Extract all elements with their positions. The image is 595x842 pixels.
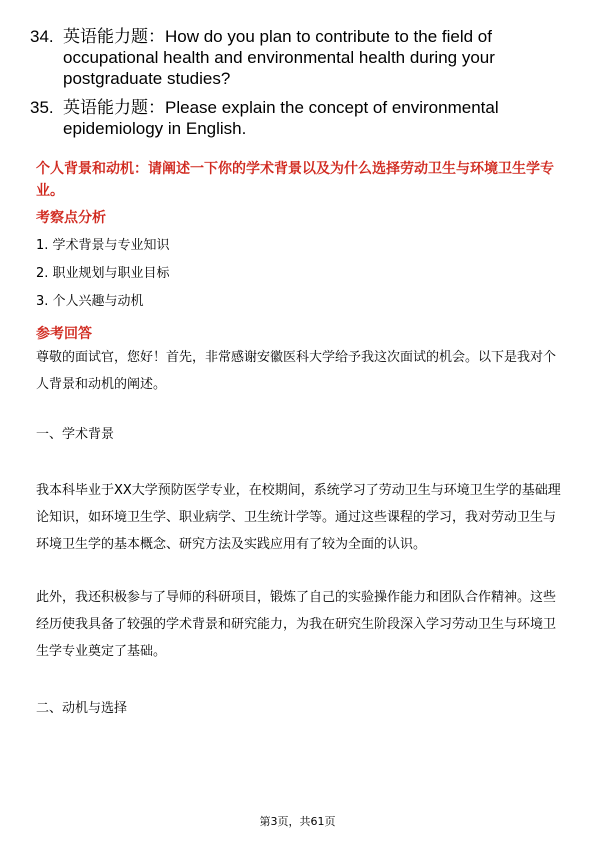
paragraph-research: 此外，我还积极参与了导师的科研项目，锻炼了自己的实验操作能力和团队合作精神。这些经历使我具备了较强的学术背景和研究能力，为我在研究生阶段深入学习劳动卫生与环境卫生学专业奠定了基础。 (36, 590, 557, 659)
answer-label: 参考回答 (36, 326, 92, 342)
question-text: 英语能力题：Please explain the concept of environmental epidemiology in English. (63, 98, 499, 138)
analysis-point: 1. 学术背景与专业知识 (36, 238, 170, 253)
section-heading: 个人背景和动机：请阐述一下你的学术背景以及为什么选择劳动卫生与环境卫生学专业。 (36, 161, 554, 199)
answer-intro: 尊敬的面试官，您好！首先，非常感谢安徽医科大学给予我这次面试的机会。以下是我对个人背景和动机的阐述。 (36, 350, 557, 392)
question-item (30, 97, 570, 139)
subheading-motivation: 二、动机与选择 (36, 701, 128, 716)
question-number: 34. (30, 27, 54, 46)
question-number: 35. (30, 98, 54, 117)
answer-section (36, 158, 564, 719)
analysis-point: 2. 职业规划与职业目标 (36, 266, 170, 281)
page-footer: 第3页，共61页 (259, 815, 336, 828)
analysis-label: 考察点分析 (36, 210, 106, 226)
question-item (30, 26, 570, 89)
subheading-academic: 一、学术背景 (36, 427, 115, 442)
paragraph-academic: 我本科毕业于XX大学预防医学专业，在校期间，系统学习了劳动卫生与环境卫生学的基础理论知识，如环境卫生学、职业病学、卫生统计学等。通过这些课程的学习，我对劳动卫生与环境卫生学的基本概念、研究方法及实践应用有了较为全面的认识。 (36, 483, 561, 552)
analysis-point: 3. 个人兴趣与动机 (36, 294, 144, 309)
question-list (30, 26, 570, 147)
question-text: 英语能力题：How do you plan to contribute to the field of occupational health and environmental health during your postgraduate studies? (63, 27, 495, 88)
